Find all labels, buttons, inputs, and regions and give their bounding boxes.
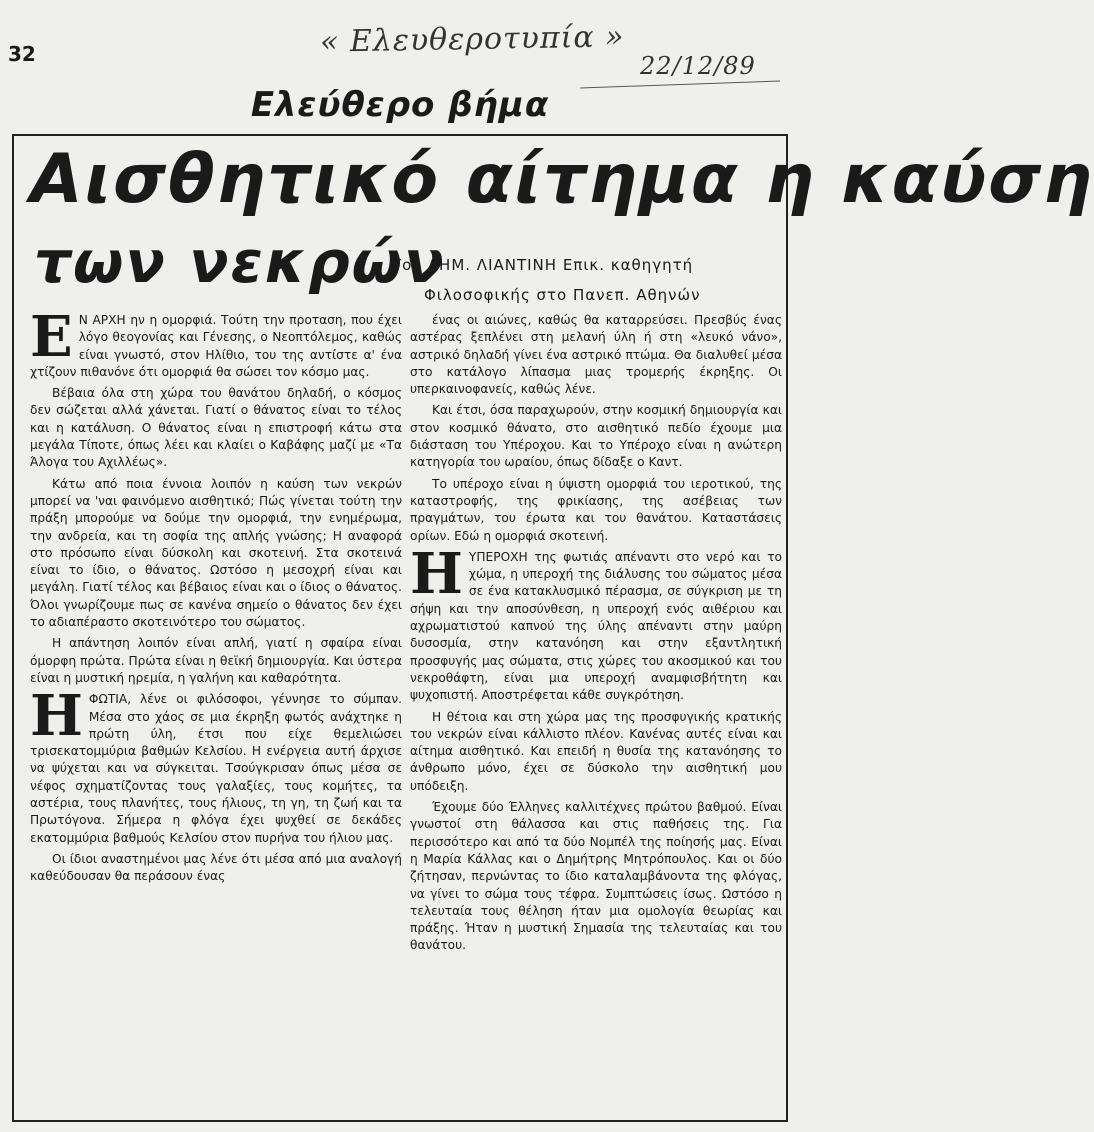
byline [392, 250, 772, 310]
drop-cap: Η [30, 683, 83, 750]
paragraph: Και έτσι, όσα παραχωρούν, στην κοσμική δημιουργία και στον κοσμικό θάνατο, στο αισθητικό πεδίο έχουμε μια διάσταση του Υπέροχου. Και το Υπέροχο είναι η ανώτερη κατηγορία του ωραίου, όπως δίδαξε ο Καντ. [410, 403, 782, 470]
byline-affiliation: Φιλοσοφικής στο Πανεπ. Αθηνών [424, 286, 701, 304]
paragraph [30, 304, 402, 381]
paragraph: Το υπέροχο είναι η ύψιστη ομορφιά του ιεροτικού, της καταστροφής, της φρικίασης, της ασέβειας των πραγμάτων, του έρωτα και του θανάτου. Καταστάσεις ορίων. Εδώ η ομορφιά σκοτεινή. [410, 476, 782, 543]
page-number: 32 [8, 42, 36, 66]
article-column-right [410, 312, 782, 1112]
paragraph: Έχουμε δύο Έλληνες καλλιτέχνες πρώτου βαθμού. Είναι γνωστοί στη θάλασσα και στις παθήσεις της. Για περισσότερο και από τα δύο Νομπέλ της ποίησής μας. Είναι η Μαρία Κάλλας και ο Δημήτρης Μητρόπουλος. Και οι δύο ζήτησαν, περνώντας το ίδιο καταλαμβάνοντα της φλόγας, να γίνει το σώμα τους τέφρα. Συμπτώσεις ίσως. Ωστόσο η τελευταία τους θέληση ήταν μια ομολογία θεωρίας και πράξης. Ήταν η μυστική Σημασία της τελευταίας και του θανάτου. [410, 800, 782, 953]
handwritten-date: 22/12/89 [640, 52, 756, 80]
paragraph-text: ΥΠΕΡΟΧΗ της φωτιάς απέναντι στο νερό και το χώμα, η υπεροχή της διάλυσης του σώματος μέσα σε ένα κατακλυσμικό πέρασμα, σε σύγκριση με τη σήψη και την αποσύνθεση, η υπεροχή ενός αιθέριου και αχρωματιστού καπνού της ύλης απέναντι στην μαύρη δυσοσμία, στην κατανόηση και στην εξαντλητική προσφυγής μας σώματα, στις χώρες του ακοσμικού και του νεκροθάφτη, είναι μια υπεροχή αναμφισβήτητη και ψυχοπιστή. Αποστρέφεται κάθε συγκρότηση. [410, 549, 782, 703]
paragraph: Η απάντηση λοιπόν είναι απλή, γιατί η σφαίρα είναι όμορφη πρώτα. Πρώτα είναι η θεϊκή δημιουργία. Και ύστερα είναι η μυστική ηρεμία, η γαλήνη και καθαρότητα. [30, 636, 402, 685]
paragraph: Οι ίδιοι αναστημένοι μας λένε ότι μέσα από μια αναλογή καθεύδουσαν θα περάσουν ένας [30, 851, 402, 884]
paragraph: Η θέτοια και στη χώρα μας της προσφυγικής κρατικής του νεκρών είναι κάλλιστο πλέον. Κανένας αυτές είναι και αίτημα αισθητικό. Και επειδή η θυσία της κατανόησης το άνθρωπο μόνο, έχει σε δύσκολο την αισθητική μου υπόδειξη. [410, 709, 782, 793]
paragraph: Κάτω από ποια έννοια λοιπόν η καύση των νεκρών μπορεί να 'ναι φαινόμενο αισθητικό; Πώς γίνεται τούτη την πράξη μπορούμε να δούμε την ομορφιά, την ενημέρωμα, την ανδρεία, και τη σοφία της απλής γνώσης; Η αναφορά στο πρόσωπο είναι δύσκολη και σκοτεινή. Στα σκοτεινά είναι το ίδιο, ο θάνατος. Ωστόσο η μεσοχρή είναι και μεγάλη. Γιατί τέλος και βέβαιος είναι και ο ίδιος ο θάνατος. Όλοι γνωρίζουμε πως σε κανένα σημείο ο θάνατος δεν έχει το αδιαπέραστο σκοτεινότερο του σώματος. [30, 476, 402, 630]
paragraph [30, 683, 402, 847]
handwritten-source: « Ελευθεροτυπία » [319, 19, 625, 60]
headline-line-2: των νεκρών [34, 228, 446, 296]
paragraph: ένας οι αιώνες, καθώς θα καταρρεύσει. Πρεσβύς ένας αστέρας ξεπλένει στη μελανή ύλη ή στη «λευκό νάνο», αστρικό δηλαδή γίνει ένα αστρικό πτώμα. Θα διαλυθεί μέσα στο κατάλογο λίπασμα μιας τρομερής έκρηξης. Οι υπερκαινοφανείς, καθώς λένε. [410, 313, 782, 397]
article-column-left [30, 304, 402, 1112]
paragraph [410, 540, 782, 705]
paragraph-text: Ν ΑΡΧΗ ην η ομορφιά. Τούτη την προταση, που έχει λόγο θεογονίας και Γένεσης, ο Νεοπτόλεμος, καθώς είναι γνωστό, στον Ηλίθιο, του της αντίστε α' ένα χτίζουν πιθανόνε ότι ομορφιά θα σώσει τον κόσμο μας. [30, 313, 402, 379]
drop-cap: Ε [30, 304, 73, 370]
headline-line-1: Αισθητικό αίτημα η καύση [30, 140, 1094, 219]
paragraph: Βέβαια όλα στη χώρα του θανάτου δηλαδή, ο κόσμος δεν σώζεται αλλά χάνεται. Γιατί ο θάνατος είναι το τέλος και η κατάλυση. Ο θάνατος είναι η επιστροφή κάτω στα μεγάλα Τίποτε, όπως λέει και κλαίει ο Καβάφης μαζί με «Τα Άλογα του Αχιλλέως». [30, 386, 402, 470]
paragraph-text: ΦΩΤΙΑ, λένε οι φιλόσοφοι, γέννησε το σύμπαν. Μέσα στο χάος σε μια έκρηξη φωτός ανάχτηκε η πρώτη ύλη, έτσι που είχε θεμελιώσει τρισεκατομμύρια βαθμών Κελσίου. Η ενέργεια αυτή άρχισε να ψύχεται και να σύγκειται. Τσούγκρισαν όπως μέσα σε νέφος σχηματίζοντας τους γαλαξίες, τους κομήτες, τα αστέρια, τους πλανήτες, τους ήλιους, τη γη, τη ζωή και τα Πρωτόγονα. Σήμερα η φλόγα έχει ψυχθεί σε δεκάδες εκατομμύρια βαθμούς Κελσίου στον πυρήνα του ήλιου μας. [30, 692, 402, 845]
byline-author: Του ΔΗΜ. ΛΙΑΝΤΙΝΗ Επικ. καθηγητή [392, 256, 694, 274]
section-title: Ελεύθερο βήμα [250, 85, 550, 125]
drop-cap: Η [410, 540, 463, 607]
